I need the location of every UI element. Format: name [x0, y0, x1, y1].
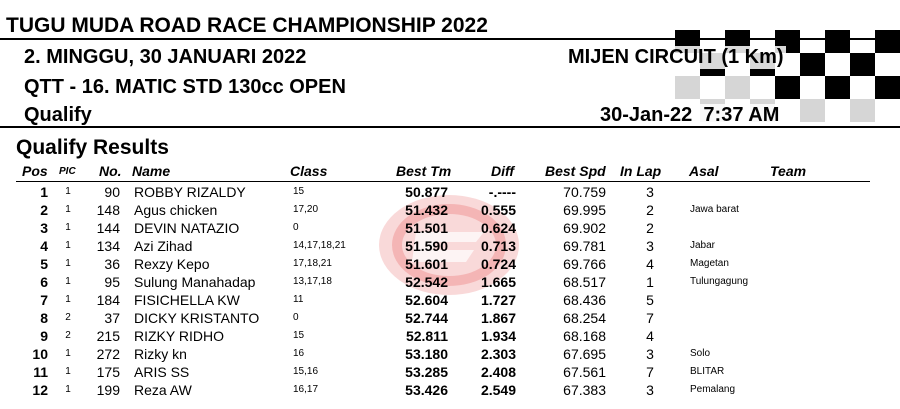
cell-no: 37	[104, 310, 120, 326]
cell-in-lap: 7	[646, 310, 654, 326]
cell-class: 16	[293, 348, 305, 359]
print-timestamp	[598, 104, 781, 127]
cell-best-spd: 69.781	[563, 238, 606, 254]
cell-class: 14,17,18,21	[293, 240, 346, 251]
cell-class: 13,17,18	[293, 276, 332, 287]
cell-diff: 0.724	[480, 256, 516, 272]
cell-pos: 1	[40, 184, 48, 200]
cell-class: 15	[293, 330, 305, 341]
cell-diff: 2.549	[480, 382, 516, 398]
cell-pic: 2	[65, 330, 71, 341]
results-column-headers	[0, 163, 900, 181]
print-date: 30-Jan-22	[600, 104, 693, 126]
cell-in-lap: 3	[646, 184, 654, 200]
cell-pos: 6	[40, 274, 48, 290]
table-row	[0, 273, 900, 291]
cell-name: DEVIN NATAZIO	[134, 220, 240, 236]
cell-best-spd: 69.902	[563, 220, 606, 236]
print-time: 7:37 AM	[703, 104, 780, 126]
cell-diff: 0.555	[480, 202, 516, 218]
cell-best-tm: 51.601	[405, 256, 448, 272]
column-header-underline	[16, 181, 870, 182]
cell-in-lap: 2	[646, 220, 654, 236]
col-diff: Diff	[491, 163, 515, 179]
table-row	[0, 183, 900, 201]
cell-name: ROBBY RIZALDY	[134, 184, 246, 200]
col-name: Name	[132, 163, 171, 179]
cell-best-spd: 70.759	[563, 184, 606, 200]
cell-no: 272	[96, 346, 120, 362]
cell-best-spd: 68.254	[563, 310, 606, 326]
cell-pos: 9	[40, 328, 48, 344]
col-no: No.	[99, 163, 122, 179]
cell-class: 17,20	[293, 204, 319, 215]
cell-best-tm: 53.180	[405, 346, 448, 362]
cell-no: 148	[96, 202, 120, 218]
cell-in-lap: 7	[646, 364, 654, 380]
table-row	[0, 255, 900, 273]
cell-pic: 1	[65, 204, 71, 215]
cell-diff: 1.934	[480, 328, 516, 344]
cell-diff: 1.665	[480, 274, 516, 290]
cell-pos: 7	[40, 292, 48, 308]
cell-pos: 10	[32, 346, 48, 362]
col-pos: Pos	[22, 163, 48, 179]
cell-class: 16,17	[293, 384, 319, 395]
cell-pic: 2	[65, 312, 71, 323]
cell-name: Rizky kn	[134, 346, 187, 362]
table-row	[0, 237, 900, 255]
cell-name: Sulung Manahadap	[134, 274, 256, 290]
cell-class: 17,18,21	[293, 258, 332, 269]
cell-pos: 2	[40, 202, 48, 218]
championship-title: TUGU MUDA ROAD RACE CHAMPIONSHIP 2022	[6, 14, 488, 37]
cell-diff: -.----	[488, 184, 516, 200]
cell-pic: 1	[65, 240, 71, 251]
table-row	[0, 291, 900, 309]
cell-best-spd: 67.695	[563, 346, 606, 362]
cell-best-tm: 52.811	[405, 328, 448, 344]
session-name: Qualify	[24, 104, 92, 126]
cell-pic: 1	[65, 366, 71, 377]
race-class: QTT - 16. MATIC STD 130cc OPEN	[24, 76, 346, 98]
cell-asal: Magetan	[690, 258, 729, 269]
col-best-tm: Best Tm	[396, 163, 452, 179]
col-pic: PIC	[59, 166, 76, 177]
cell-pic: 1	[65, 222, 71, 233]
cell-no: 144	[96, 220, 120, 236]
cell-no: 184	[96, 292, 120, 308]
cell-diff: 1.727	[480, 292, 516, 308]
cell-class: 15	[293, 186, 305, 197]
cell-pos: 8	[40, 310, 48, 326]
table-row	[0, 345, 900, 363]
cell-no: 36	[104, 256, 120, 272]
results-title: Qualify Results	[16, 136, 169, 159]
cell-in-lap: 4	[646, 256, 654, 272]
cell-asal: Pemalang	[690, 384, 736, 395]
cell-no: 175	[96, 364, 120, 380]
cell-pic: 1	[65, 348, 71, 359]
cell-best-spd: 68.436	[563, 292, 606, 308]
cell-no: 134	[96, 238, 120, 254]
cell-pos: 11	[33, 364, 48, 380]
event-date: 2. MINGGU, 30 JANUARI 2022	[24, 46, 307, 68]
cell-pic: 1	[65, 258, 71, 269]
table-row	[0, 381, 900, 399]
col-asal: Asal	[689, 163, 719, 179]
cell-best-tm: 52.744	[405, 310, 448, 326]
col-in-lap: In Lap	[620, 163, 662, 179]
cell-best-spd: 67.561	[563, 364, 606, 380]
cell-name: Reza AW	[134, 382, 192, 398]
cell-asal: Tulungagung	[690, 276, 749, 287]
cell-in-lap: 3	[646, 346, 654, 362]
cell-diff: 0.624	[480, 220, 516, 236]
cell-no: 199	[96, 382, 120, 398]
cell-in-lap: 4	[646, 328, 654, 344]
cell-class: 0	[293, 222, 299, 233]
cell-pic: 1	[65, 186, 71, 197]
circuit-name: MIJEN CIRCUIT (1 Km)	[568, 46, 784, 68]
cell-best-spd: 68.517	[563, 274, 606, 290]
cell-diff: 2.408	[480, 364, 516, 380]
cell-name: RIZKY RIDHO	[134, 328, 224, 344]
cell-name: Azi Zihad	[134, 238, 193, 254]
cell-best-tm: 51.590	[405, 238, 448, 254]
col-best-spd: Best Spd	[545, 163, 606, 179]
cell-name: DICKY KRISTANTO	[134, 310, 260, 326]
cell-class: 0	[293, 312, 299, 323]
col-team: Team	[770, 163, 807, 179]
cell-diff: 0.713	[480, 238, 516, 254]
cell-diff: 1.867	[480, 310, 516, 326]
cell-in-lap: 5	[646, 292, 654, 308]
cell-diff: 2.303	[480, 346, 516, 362]
cell-best-tm: 51.432	[405, 202, 448, 218]
cell-no: 90	[104, 184, 120, 200]
header-divider	[0, 126, 900, 128]
cell-in-lap: 1	[646, 274, 654, 290]
cell-best-tm: 53.285	[405, 364, 448, 380]
cell-best-spd: 69.766	[563, 256, 606, 272]
cell-best-tm: 52.604	[405, 292, 448, 308]
cell-best-spd: 68.168	[563, 328, 606, 344]
cell-best-tm: 52.542	[405, 274, 448, 290]
cell-best-tm: 50.877	[405, 184, 448, 200]
cell-in-lap: 2	[646, 202, 654, 218]
cell-name: Rexzy Kepo	[134, 256, 210, 272]
cell-asal: Jawa barat	[690, 204, 739, 215]
table-row	[0, 201, 900, 219]
cell-class: 15,16	[293, 366, 319, 377]
cell-name: ARIS SS	[134, 364, 190, 380]
cell-pic: 1	[65, 276, 71, 287]
cell-name: Agus chicken	[134, 202, 218, 218]
cell-best-spd: 67.383	[563, 382, 606, 398]
col-class: Class	[290, 163, 328, 179]
cell-in-lap: 3	[646, 238, 654, 254]
cell-pos: 4	[40, 238, 48, 254]
cell-pic: 1	[65, 384, 71, 395]
cell-best-spd: 69.995	[563, 202, 606, 218]
cell-pic: 1	[65, 294, 71, 305]
cell-asal: Jabar	[690, 240, 716, 251]
cell-no: 215	[96, 328, 120, 344]
table-row	[0, 363, 900, 381]
cell-pos: 12	[32, 382, 48, 398]
table-row	[0, 219, 900, 237]
cell-best-tm: 51.501	[405, 220, 448, 236]
table-row	[0, 309, 900, 327]
cell-class: 11	[293, 294, 304, 305]
cell-no: 95	[104, 274, 120, 290]
cell-asal: BLITAR	[690, 366, 725, 377]
cell-asal: Solo	[690, 348, 711, 359]
cell-name: FISICHELLA KW	[134, 292, 240, 308]
table-row	[0, 327, 900, 345]
cell-in-lap: 3	[646, 382, 654, 398]
cell-best-tm: 53.426	[405, 382, 448, 398]
cell-pos: 5	[40, 256, 48, 272]
cell-pos: 3	[40, 220, 48, 236]
